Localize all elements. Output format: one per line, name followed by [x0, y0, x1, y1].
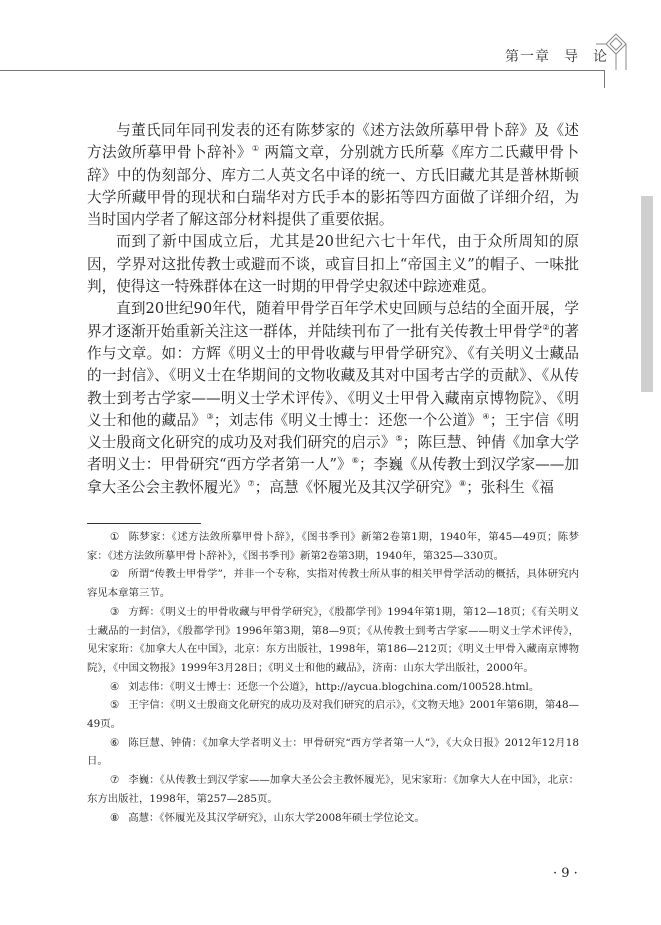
footnote-ref[interactable]: ④: [482, 412, 490, 421]
header-rule-vertical: [604, 70, 605, 88]
text: ；张科生《福: [466, 478, 554, 496]
body-text: [87, 120, 579, 499]
footnote-text: 李巍：《从传教士到汉学家——加拿大圣公会主教怀履光》，见宋家珩：《加拿大人在中国》，北京：东方出版社，1998年，第257—285页。: [87, 774, 579, 805]
footnote-text: 王宇信：《明义士殷商文化研究的成功及对我们研究的启示》，《文物天地》2001年第6期，第48—49页。: [87, 699, 580, 731]
side-tab: [641, 196, 653, 392]
footnote-ref[interactable]: ③: [206, 412, 214, 421]
footnote: [87, 603, 579, 678]
text: 与董氏同年同刊发表的还有陈梦家的《述方法敛所摹甲骨卜辞》及《述方法敛所摹甲骨卜辞补》: [87, 122, 579, 162]
text: ；高慧《怀履光及其汉学研究》: [254, 478, 460, 496]
footnote-ref[interactable]: ⑧: [459, 478, 467, 488]
header-chapter: 第一章: [505, 49, 550, 65]
text: 而到了新中国成立后，尤其是20世纪六七十年代，由于众所周知的原因，学界对这批传教士或避而不谈，或盲目扣上“帝国主义”的帽子、一味批判，使得这一特殊群体在这一时期的甲骨学史叙述中踪迹难觅。: [87, 233, 579, 296]
footnote-ref[interactable]: ⑦: [247, 478, 255, 488]
footnote-number: ①: [109, 531, 120, 543]
ornament-icon: [596, 30, 636, 70]
paragraph: [87, 120, 579, 231]
page-number: · 9 ·: [553, 866, 578, 881]
header-rule: [0, 70, 605, 71]
footnote-number: ④: [109, 680, 120, 693]
footnote-text: 所谓“传教士甲骨学”，并非一个专称，实指对传教士所从事的相关甲骨学活动的概括，具体研究内容见本章第三节。: [87, 568, 579, 600]
footnote-ref[interactable]: ①: [251, 144, 260, 154]
footnote-number: ②: [109, 568, 120, 581]
footnote: [87, 734, 579, 771]
text: ；刘志伟《明义士博士：还您一个公道》: [213, 411, 483, 429]
header-title-2: 论: [593, 49, 608, 65]
text: ；陈巨慧、钟倩《加拿大学者明义士：甲骨研究“西方学者第一人”》: [87, 434, 579, 474]
footnote: [87, 696, 579, 733]
footnote-text: 方辉：《明义士的甲骨收藏与甲骨学研究》，《殷都学刊》1994年第1期，第12—18页；《有关明义士藏品的一封信》，《殷都学刊》1996年第3期，第8—9页；《从传教士到考古学家——明义士学术评传》，见宋家珩：《加拿大人在中国》，北京：东方出版社，1998年，第186—212页；《明义士甲骨入藏南京博物院》，《中国文物报》1999年3月28日；《明义士和他的藏品》，济南：山东大学出版社，2000年。: [87, 605, 579, 674]
paragraph: [87, 298, 579, 499]
footnote-ref[interactable]: ⑤: [395, 434, 403, 444]
footnote-text: 陈巨慧、钟倩：《加拿大学者明义士：甲骨研究“西方学者第一人”》，《大众日报》2012年12月18日。: [87, 736, 579, 768]
footnote-number: ⑥: [109, 736, 120, 749]
footnote-number: ⑤: [109, 699, 120, 712]
footnote-ref[interactable]: ⑥: [351, 456, 359, 466]
footnote-rule: [87, 523, 201, 524]
footnote: [87, 528, 579, 565]
footnote: [87, 771, 579, 808]
footnote-number: ⑧: [109, 811, 120, 824]
footnote: [87, 678, 579, 697]
footnotes: [87, 528, 579, 827]
footnote-text: 刘志伟：《明义士博士：还您一个公道》，http://aycua.blogchina.com/100528.html。: [128, 680, 540, 693]
footnote-number: ⑦: [109, 774, 120, 787]
header-title-1: 导: [564, 49, 579, 65]
text: 直到20世纪90年代，随着甲骨学百年学术史回顾与总结的全面开展，学界才逐渐开始重新关注这一群体，并陆续刊布了一批有关传教士甲骨学: [87, 300, 579, 340]
text: ；李巍《从传教士到汉学家——加拿大圣公会主教怀履光》: [87, 456, 579, 496]
footnote: [87, 809, 579, 828]
text: 两篇文章，分别就方氏所摹《库方二氏藏甲骨卜辞》中的伪刻部分、库方二人英文名中译的统一、方氏旧藏尤其是普林斯顿大学所藏甲骨的现状和白瑞华对方氏手本的影拓等四方面做了详细介绍，为当时国内学者了解这部分材料提供了重要依据。: [87, 144, 579, 229]
footnote-ref[interactable]: ②: [542, 322, 550, 332]
footnote-number: ③: [109, 605, 120, 618]
footnote-text: 陈梦家：《述方法敛所摹甲骨卜辞》，《图书季刊》新第2卷第1期，1940年，第45—49页；陈梦家：《述方法敛所摹甲骨卜辞补》，《图书季刊》新第2卷第3期，1940年，第325—330页。: [87, 531, 579, 562]
footnote-text: 高慧：《怀履光及其汉学研究》，山东大学2008年硕士学位论文。: [128, 811, 425, 824]
footnote: [87, 565, 579, 602]
text: ；王宇信《明义士殷商文化研究的成功及对我们研究的启示》: [87, 411, 579, 452]
paragraph: [87, 231, 579, 298]
text: 的著作与文章。如：方辉《明义士的甲骨收藏与甲骨学研究》、《有关明义士藏品的一封信》、《明义士在华期间的文物收藏及其对中国考古学的贡献》、《从传教士到考古学家——明义士学术评传》、《明义士甲骨入藏南京博物院》、《明义士和他的藏品》: [87, 322, 579, 429]
